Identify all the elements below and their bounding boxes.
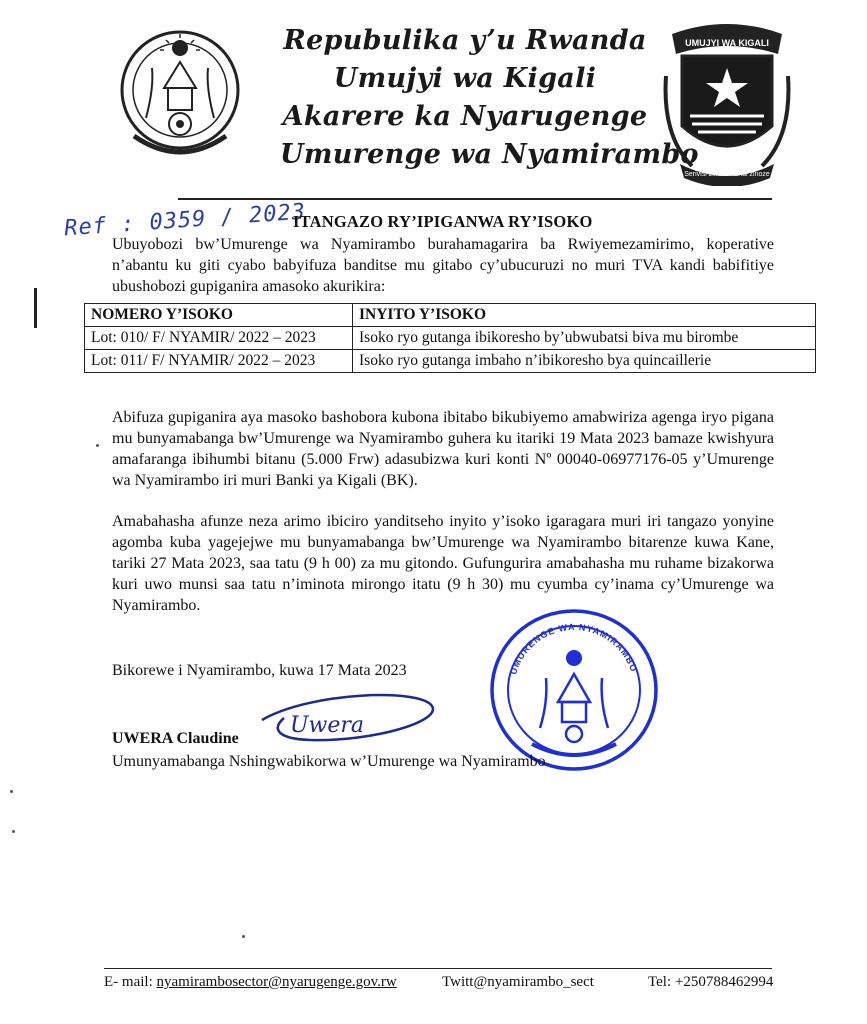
rwanda-coat-of-arms-emblem (114, 18, 246, 168)
footer-divider (104, 968, 772, 969)
lots-table (84, 303, 816, 373)
column-header-lot-number: NOMERO Y’ISOKO (85, 304, 353, 327)
scan-speck (242, 935, 245, 938)
lot-title-cell: Isoko ryo gutanga ibikoresho by’ubwubatsi biva mu birombe (353, 327, 816, 350)
official-stamp (488, 606, 660, 774)
footer-email (104, 974, 397, 991)
lot-number-cell: Lot: 011/ F/ NYAMIR/ 2022 – 2023 (85, 350, 353, 373)
kigali-emblem-bottom-text: Serivisi zihuse kandi zinoze (684, 171, 770, 178)
column-header-lot-title: INYITO Y’ISOKO (353, 304, 816, 327)
place-and-date: Bikorewe i Nyamirambo, kuwa 17 Mata 2023 (112, 662, 407, 679)
signature-text: Uwera (290, 713, 365, 738)
kigali-emblem-top-text: UMUJYI WA KIGALI (685, 38, 769, 48)
margin-mark (34, 288, 37, 328)
document-title: ITANGAZO RY’IPIGANWA RY’ISOKO (293, 212, 593, 231)
lot-number-cell: Lot: 010/ F/ NYAMIR/ 2022 – 2023 (85, 327, 353, 350)
table-row (85, 350, 816, 373)
reference-number: Ref : 0359 / 2023 (63, 199, 307, 242)
table-row (85, 327, 816, 350)
table-header-row (85, 304, 816, 327)
scan-speck (12, 830, 15, 833)
bidding-documents-paragraph: Abifuza gupiganira aya masoko bashobora kubona ibitabo bikubiyemo amabwiriza agenga iryo pigana mu bunyamabanga bw’Umurenge wa Nyamirambo guhera ku itariki 19 Mata 2023 bamaze kwishyura amafaranga ibihumbi bitanu (5.000 Frw) adasubizwa kuri konti Nº 00040-06977176-05 y’Umurenge wa Nyamirambo iri muri Banki ya Kigali (BK). (112, 409, 774, 489)
signer-title: Umunyamabanga Nshingwabikorwa w’Umurenge wa Nyamirambo (112, 753, 546, 770)
scan-speck (96, 444, 99, 447)
email-link[interactable]: nyamirambosector@nyarugenge.gov.rw (156, 974, 397, 990)
letterhead-line-district: Akarere ka Nyarugenge (282, 101, 648, 132)
scan-speck (10, 790, 13, 793)
letterhead-line-city: Umujyi wa Kigali (333, 63, 597, 94)
letterhead-line-country: Repubulika y’u Rwanda (283, 25, 647, 56)
header-divider (178, 198, 772, 200)
footer-phone: Tel: +250788462994 (648, 974, 774, 990)
intro-paragraph: Ubuyobozi bw’Umurenge wa Nyamirambo burahamagarira ba Rwiyemezamirimo, koperative n’abantu ku giti cyabo babyifuza banditse mu gitabo cy’ubucuruzi no muri TVA kandi babifitiye ubushobozi gupiganira amasoko akurikira: (112, 236, 774, 295)
stamp-text: UMURENGE WA NYAMIRAMBO (508, 621, 640, 676)
letterhead-line-sector: Umurenge wa Nyamirambo (280, 139, 699, 170)
lot-title-cell: Isoko ryo gutanga imbaho n’ibikoresho bya quincaillerie (353, 350, 816, 373)
letterhead (280, 22, 699, 174)
footer-twitter[interactable]: Twitt@nyamirambo_sect (442, 974, 594, 990)
svg-text:UMURENGE WA NYAMIRAMBO (508, 622, 639, 676)
submission-paragraph: Amabahasha afunze neza arimo ibiciro yanditseho inyito y’isoko igaragara muri iri tangazo yonyine agomba kuba yagejejwe mu bunyamabanga bw’Umurenge wa Nyamirambo bitarenze kuwa Kane, tariki 27 Mata 2023, saa tatu (9 h 00) za mu gitondo. Gufungurira amabahasha mu ruhame bizakorwa kuri uwo munsi saa tatu n’iminota mirongo itatu (9 h 30) mu cyumba cy’inama cy’Umurenge wa Nyamirambo. (112, 513, 774, 614)
email-label: E- mail: (104, 974, 153, 990)
signer-name: UWERA Claudine (112, 730, 239, 747)
